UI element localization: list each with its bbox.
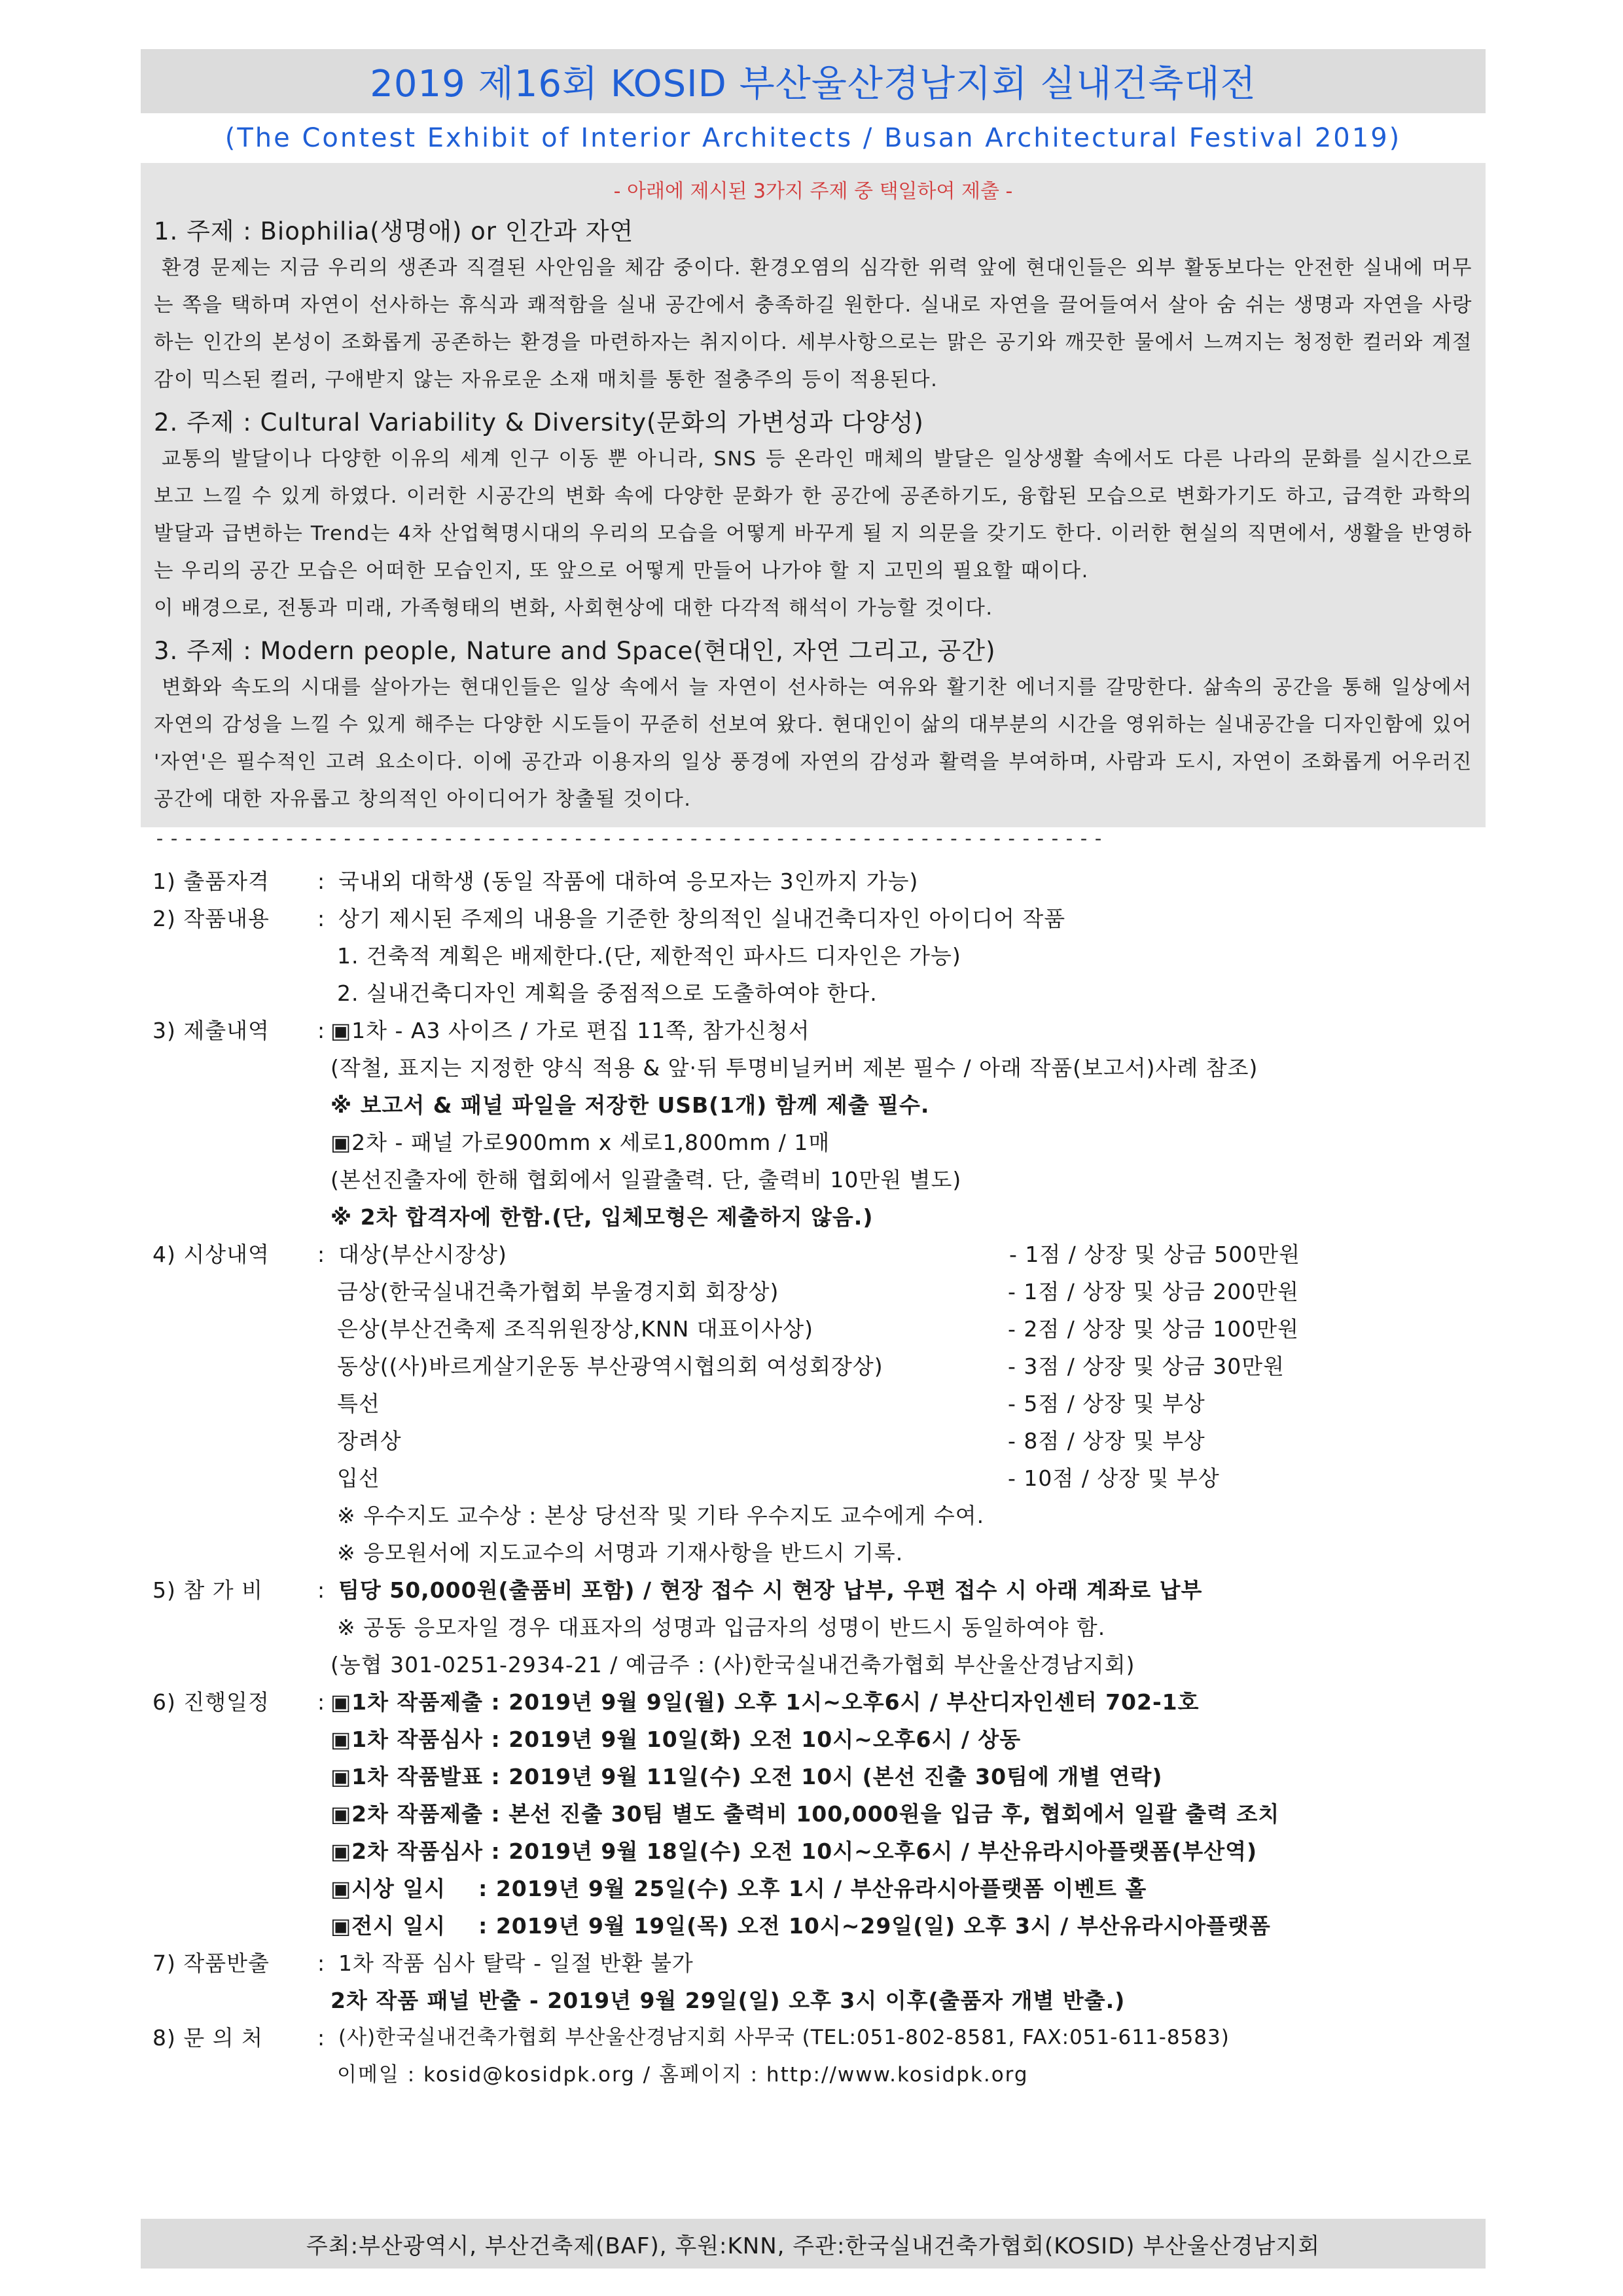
schedule-item: ▣1차 작품심사 : 2019년 9월 10일(화) 오전 10시~오후6시 / 상동 [330,1727,1022,1752]
award-row [141,1310,1486,1348]
theme-3-heading: 3. 주제 : Modern people, Nature and Space(현대인, 자연 그리고, 공간) [154,637,996,665]
award-row [141,1422,1486,1460]
schedule-item: ▣1차 작품발표 : 2019년 9월 11일(수) 오전 10시 (본선 진출 30팀에 개별 연락) [330,1764,1163,1789]
section-label: 2) 작품내용 [152,906,270,931]
section-subline: 2차 작품 패널 반출 - 2019년 9월 29일(일) 오후 3시 이후(출품자 개별 반출.) [330,1988,1126,2013]
award-prize: - 10점 / 상장 및 부상 [1008,1465,1220,1491]
section-subline: ※ 공동 응모자일 경우 대표자의 성명과 입금자의 성명이 반드시 동일하여야 함. [337,1615,1106,1640]
section-text: 상기 제시된 주제의 내용을 기준한 창의적인 실내건축디자인 아이디어 작품 [338,906,1066,931]
schedule-item: ▣전시 일시 : 2019년 9월 19일(목) 오전 10시~29일(일) 오후 3시 / 부산유라시아플랫폼 [330,1913,1271,1939]
section-contact: 8) 문 의 처 : (사)한국실내건축가협회 부산울산경남지회 사무국 (TEL:051-802-8581, FAX:051-611-8583) [141,2019,1486,2056]
award-prize: - 2점 / 상장 및 상금 100만원 [1008,1316,1299,1342]
section-label: 6) 진행일정 [152,1689,270,1715]
award-name: 동상((사)바르게살기운동 부산광역시협의회 여성회장상) [337,1354,883,1379]
section-submission: 3) 제출내역 : ▣1차 - A3 사이즈 / 가로 편집 11쪽, 참가신청서 [141,1012,1486,1049]
award-prize: - 1점 / 상장 및 상금 500만원 [1009,1242,1300,1267]
theme-2-paragraph: 교통의 발달이나 다양한 이유의 세계 인구 이동 뿐 아니라, SNS 등 온라인 매체의 발달은 일상생활 속에서도 다른 나라의 문화를 실시간으로 보고 느낄 수 있게 하였다. 이러한 시공간의 변화 속에 다양한 문화가 한 공간에 공존하기도, 융합된 모습으로 변화가기도 하고, 급격한 과학의 발달과 급변하는 Trend는 4차 산업혁명시대의 우리의 모습을 어떻게 바꾸게 될 지 의문을 갖기도 한다. 이러한 현실의 직면에서, 생활을 반영하는 우리의 공간 모습은 어떠한 모습인지, 또 앞으로 어떻게 만들어 나가야 할 지 고민의 필요할 때이다. [154,448,1472,583]
schedule-item: ▣시상 일시 : 2019년 9월 25일(수) 오후 1시 / 부산유라시아플랫폼 이벤트 홀 [330,1876,1147,1901]
award-name: 대상(부산시장상) [338,1242,507,1267]
page-subtitle: (The Contest Exhibit of Interior Architects / Busan Architectural Festival 2019) [224,123,1402,153]
award-name: 장려상 [337,1428,402,1454]
award-name: 특선 [337,1391,380,1416]
section-label: 7) 작품반출 [152,1950,270,1976]
section-subline: (농협 301-0251-2934-21 / 예금주 : (사)한국실내건축가협회 부산울산경남지회) [330,1652,1135,1677]
award-prize: - 3점 / 상장 및 상금 30만원 [1008,1354,1285,1379]
theme-3-paragraph: 변화와 속도의 시대를 살아가는 현대인들은 일상 속에서 늘 자연이 선사하는 여유와 활기찬 에너지를 갈망한다. 삶속의 공간을 통해 일상에서 자연의 감성을 느낄 수 있게 해주는 다양한 시도들이 꾸준히 선보여 왔다. 현대인이 삶의 대부분의 시간을 영위하는 실내공간을 디자인함에 있어 '자연'은 필수적인 고려 요소이다. 이에 공간과 이용자의 일상 풍경에 자연의 감성과 활력을 부여하며, 사람과 도시, 자연이 조화롭게 어우러진 공간에 대한 자유롭고 창의적인 아이디어가 창출될 것이다. [154,676,1472,811]
section-subline: ▣2차 - 패널 가로900mm x 세로1,800mm / 1매 [330,1130,830,1155]
footer-sponsors: 주최:부산광역시, 부산건축제(BAF), 후원:KNN, 주관:한국실내건축가협회(KOSID) 부산울산경남지회 [306,2233,1321,2259]
guideline-sections [141,863,1486,2094]
themes-note: - 아래에 제시된 3가지 주제 중 택일하여 제출 - [613,180,1013,203]
section-return: 7) 작품반출 : 1차 작품 심사 탈락 - 일절 반환 불가 [141,1945,1486,1982]
contact-info: (사)한국실내건축가협회 부산울산경남지회 사무국 (TEL:051-802-8581, FAX:051-611-8583) [338,2026,1230,2049]
section-subline: 1. 건축적 계획은 배제한다.(단, 제한적인 파사드 디자인은 가능) [337,943,961,969]
section-awards: 4) 시상내역 : 대상(부산시장상) - 1점 / 상장 및 상금 500만원 [141,1236,1486,1273]
award-name: 금상(한국실내건축가협회 부울경지회 회장상) [337,1279,779,1304]
section-schedule: 6) 진행일정 : ▣1차 작품제출 : 2019년 9월 9일(월) 오후 1시~오후6시 / 부산디자인센터 702-1호 [141,1683,1486,1721]
award-prize: - 5점 / 상장 및 부상 [1008,1391,1205,1416]
footer-bar [141,2219,1486,2269]
section-text: 1차 작품 심사 탈락 - 일절 반환 불가 [338,1950,694,1976]
section-text: 국내외 대학생 (동일 작품에 대하여 응모자는 3인까지 가능) [338,869,919,894]
schedule-item: ▣1차 작품제출 : 2019년 9월 9일(월) 오후 1시~오후6시 / 부산디자인센터 702-1호 [330,1689,1200,1715]
section-label: 3) 제출내역 [152,1018,270,1043]
theme-1-body [154,249,1472,399]
award-name: 입선 [337,1465,380,1491]
section-label: 4) 시상내역 [152,1242,270,1267]
award-row [141,1273,1486,1310]
award-prize: - 8점 / 상장 및 부상 [1008,1428,1205,1454]
section-subline: ※ 응모원서에 지도교수의 서명과 기재사항을 반드시 기록. [337,1540,904,1566]
section-label: 5) 참 가 비 [152,1577,263,1603]
award-name: 은상(부산건축제 조직위원장상,KNN 대표이사상) [337,1316,814,1342]
section-text: ▣1차 - A3 사이즈 / 가로 편집 11쪽, 참가신청서 [330,1018,810,1043]
theme-2-heading: 2. 주제 : Cultural Variability & Diversity(문화의 가변성과 다양성) [154,408,924,437]
section-subline: (본선진출자에 한해 협회에서 일괄출력. 단, 출력비 10만원 별도) [330,1167,962,1193]
section-label: 8) 문 의 처 [152,2025,263,2051]
theme-1-paragraph: 환경 문제는 지금 우리의 생존과 직결된 사안임을 체감 중이다. 환경오염의 심각한 위력 앞에 현대인들은 외부 활동보다는 안전한 실내에 머무는 쪽을 택하며 자연이 선사하는 휴식과 쾌적함을 실내 공간에서 충족하길 원한다. 실내로 자연을 끌어들여서 살아 숨 쉬는 생명과 자연을 사랑하는 인간의 본성이 조화롭게 공존하는 환경을 마련하자는 취지이다. 세부사항으로는 맑은 공기와 깨끗한 물에서 느껴지는 청정한 컬러와 계절감이 믹스된 컬러, 구애받지 않는 자유로운 소재 매치를 통한 절충주의 등이 적용된다. [154,257,1473,391]
section-subline: 2. 실내건축디자인 계획을 중점적으로 도출하여야 한다. [337,980,878,1006]
section-subline: ※ 우수지도 교수상 : 본상 당선작 및 기타 우수지도 교수에게 수여. [337,1503,985,1528]
section-subline: ※ 보고서 & 패널 파일을 저장한 USB(1개) 함께 제출 필수. [330,1092,930,1118]
theme-3-body [154,669,1472,818]
award-row [141,1460,1486,1497]
theme-2-body [154,440,1472,627]
award-prize: - 1점 / 상장 및 상금 200만원 [1008,1279,1299,1304]
themes-box [141,163,1486,827]
section-content: 2) 작품내용 : 상기 제시된 주제의 내용을 기준한 창의적인 실내건축디자인 아이디어 작품 [141,900,1486,937]
award-row [141,1348,1486,1385]
schedule-item: ▣2차 작품제출 : 본선 진출 30팀 별도 출력비 100,000원을 입금 후, 협회에서 일괄 출력 조치 [330,1801,1280,1827]
section-subline: (작철, 표지는 지정한 양식 적용 & 앞·뒤 투명비닐커버 제본 필수 / 아래 작품(보고서)사례 참조) [330,1055,1258,1081]
contact-web: 이메일 : kosid@kosidpk.org / 홈페이지 : http://www.kosidpk.org [337,2063,1029,2087]
section-fee: 5) 참 가 비 : 팀당 50,000원(출품비 포함) / 현장 접수 시 현장 납부, 우편 접수 시 아래 계좌로 납부 [141,1571,1486,1609]
section-label: 1) 출품자격 [152,869,270,894]
page-title: 2019 제16회 KOSID 부산울산경남지회 실내건축대전 [370,63,1257,105]
title-bar [141,49,1486,113]
section-eligibility: 1) 출품자격 : 국내외 대학생 (동일 작품에 대하여 응모자는 3인까지 가능) [141,863,1486,900]
section-subline: ※ 2차 합격자에 한함.(단, 입체모형은 제출하지 않음.) [330,1204,874,1230]
schedule-item: ▣2차 작품심사 : 2019년 9월 18일(수) 오전 10시~오후6시 / 부산유라시아플랫폼(부산역) [330,1839,1258,1864]
theme-1-heading: 1. 주제 : Biophilia(생명애) or 인간과 자연 [154,217,634,245]
poster-page [141,49,1486,2094]
theme-2-paragraph-2: 이 배경으로, 전통과 미래, 가족형태의 변화, 사회현상에 대한 다각적 해석이 가능할 것이다. [154,597,993,620]
dashed-divider: ------------------------------------------------------------------ [154,827,1107,850]
section-text: 팀당 50,000원(출품비 포함) / 현장 접수 시 현장 납부, 우편 접수 시 아래 계좌로 납부 [338,1577,1203,1603]
award-row [338,1236,1486,1273]
award-row [141,1385,1486,1422]
